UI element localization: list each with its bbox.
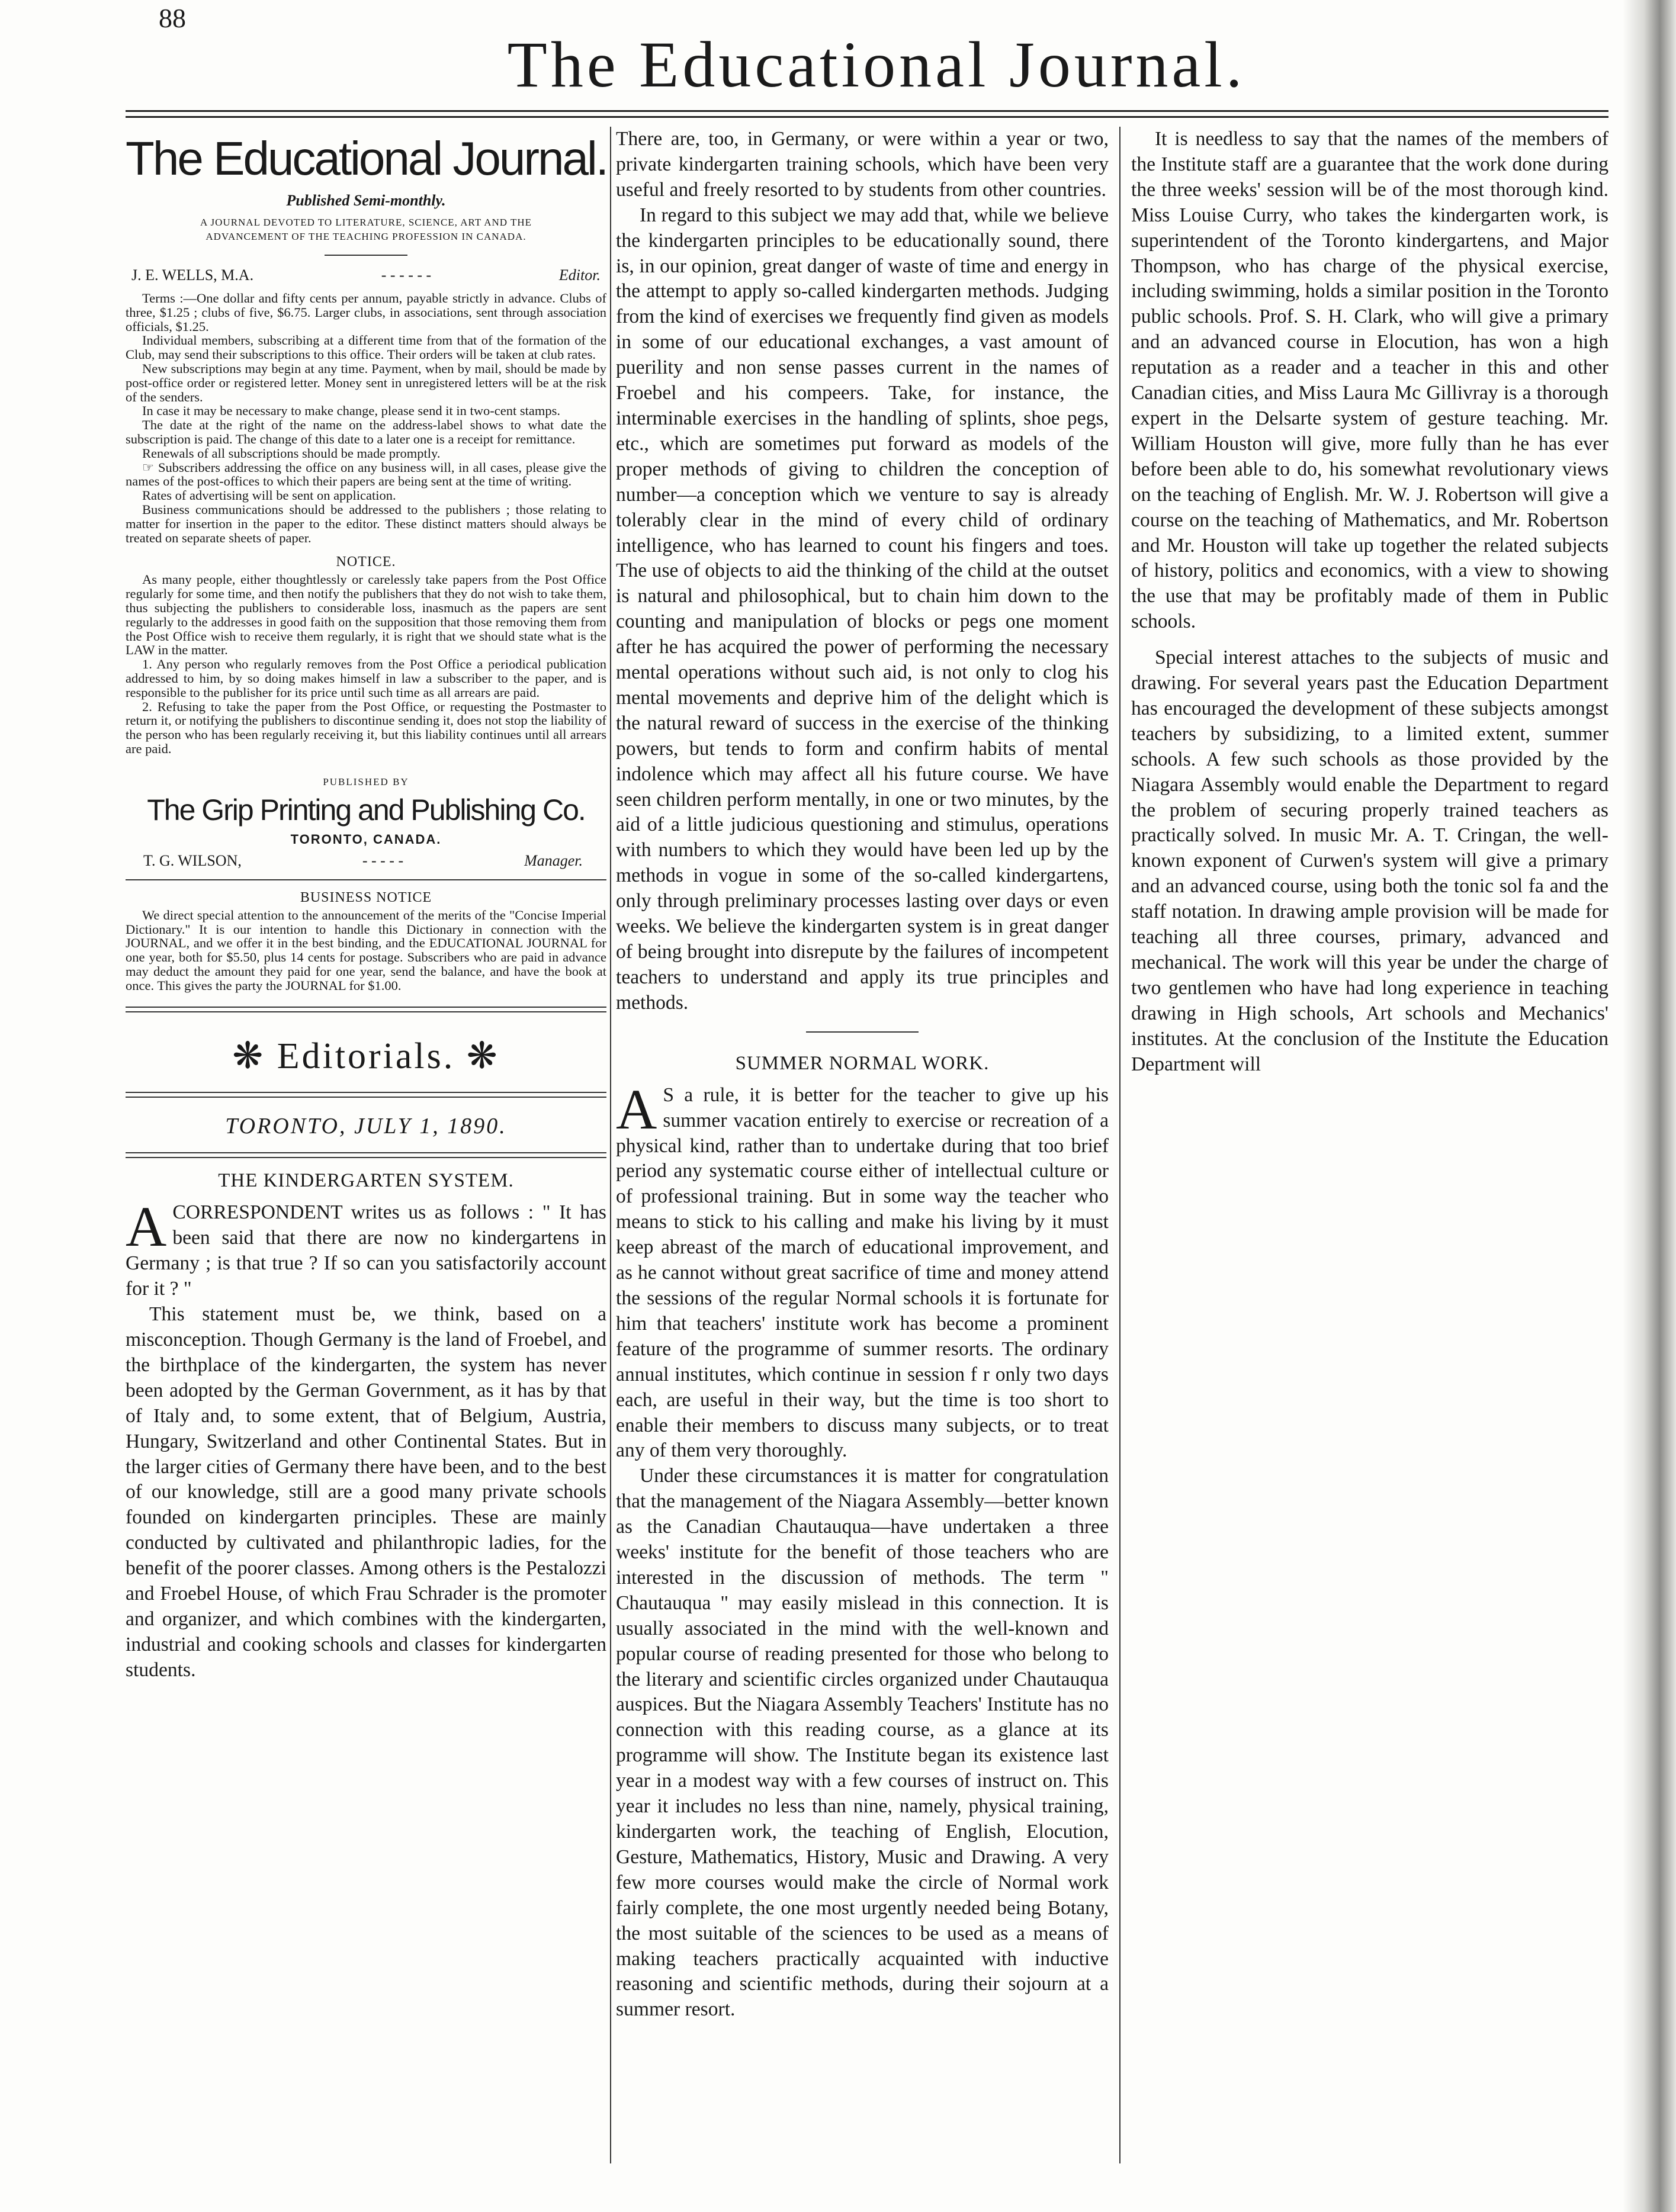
terms-paragraph: Terms :—One dollar and fifty cents per annum, payable strictly in advance. Clubs of three, $1.25 ; clubs of five, $6.75. Larger clubs, in associations, sent through association officials, $1.25. xyxy=(126,291,606,334)
journal-title: The Educational Journal. xyxy=(126,132,607,185)
notice-paragraph: 2. Refusing to take the paper from the Post Office, or requesting the Postmaster to return it, or notifying the publishers to discontinue sending it, does not stop the liability of the person who has been regularly receiving it, but this liability continues until all arrears are paid. xyxy=(126,699,606,756)
column-left xyxy=(126,127,606,1683)
notice-paragraph: As many people, either thoughtlessly or carelessly take papers from the Post Office regularly for some time, and then notify the publishers that they do not wish to take them, thus subjecting the publishers to considerable loss, inasmuch as the papers are sent regularly to the addresses in good faith on the supposition that those removing them from the Post Office wish to receive them regularly, it is right that we should state what is the LAW in the matter. xyxy=(126,572,606,658)
terms-paragraph: Rates of advertising will be sent on application. xyxy=(142,488,396,503)
double-rule xyxy=(126,1092,606,1098)
drop-cap: A xyxy=(616,1077,657,1141)
editor-label: Editor. xyxy=(558,266,601,284)
column-divider-2 xyxy=(1119,127,1120,2163)
kindergarten-paragraph-2: This statement must be, we think, based on a misconception. Though Germany is the land of Froebel, and the birthplace of the kindergarten, the system has never been adopted by the German Government, as it has by that of Italy and, to some extent, that of Belgium, Austria, Hungary, Switzerland and other Continental States. But in the larger cities of Germany there have been, and to the best of our knowledge, still are a good many private schools founded on kindergarten principles. These are mainly conducted by cultivated and philanthropic ladies, for the benefit of the poorer classes. Among others is the Pestalozzi and Froebel House, of which Frau Schrader is the promoter and organizer, and which combines with the kindergarten, industrial and cooking schools and classes for kindergarten students. xyxy=(126,1303,606,1681)
short-rule xyxy=(325,255,407,256)
manager-dashes: - - - - - xyxy=(362,851,404,869)
double-rule xyxy=(126,1152,606,1158)
summer-paragraph-4: Special interest attaches to the subjects of music and drawing. For several years past the Education Department has encouraged the development of these subjects amongst teachers by subsidizing, to a limited extent, summer schools. A few such schools as those provided by the Niagara Assembly would enable the Department to regard the problem of securing properly trained teachers as practically solved. In music Mr. A. T. Cringan, the well-known exponent of Curwen's system will give a primary and an advanced course, using both the tonic sol fa and the staff notation. In drawing ample provision will be made for teaching all three courses, primary, advanced and mechanical. The work will this year be under the charge of two gentlemen who have had long experience in teaching drawing in High schools, Art schools and Mechanics' institutes. At the conclusion of the Institute the Education Department will xyxy=(1131,647,1608,1075)
page-edge-shadow xyxy=(1623,0,1676,2212)
kindergarten-paragraph-4: In regard to this subject we may add that, while we believe the kindergarten principles to be educationally sound, there is, in our opinion, great danger of waste of time and energy in the attempt to apply so-called kindergarten methods. Judging from the kind of exercises we frequently find given as models in some of our educational exchanges, a vast amount of puerility and non sense passes current in the names of Froebel and his compeers. Take, for instance, the interminable exercises in the handling of splints, shoe pegs, etc., which are sometimes put forward as models of the proper methods of giving to children the conception of number—a conception which we venture to say is already tolerably clear in the mind of every child of ordinary intelligence, who has learned to count his fingers and toes. The use of objects to aid the thinking of the child at the outset is natural and philosophical, but to chain him down to the counting and manipulation of blocks or pegs one moment after he has acquired the power of performing the necessary mental operations without such aid, is not only to clog his mental movements and deprive him of the delight which is the natural reward of success in the exercise of the thinking powers, but tends to form and confirm habits of mental indolence which may affect all his future course. We have seen children perform mentally, in one or two minutes, by the aid of a little judicious questioning and stimulus, operations with numbers to which they would have been led up by the methods in vogue in some of the so-called kindergartens, only through preliminary processes lasting over days or even weeks. We believe the kindergarten system is in great danger of being brought into disrepute by the failures of incompetent teachers to understand and apply its true principles and methods. xyxy=(616,204,1109,1014)
section-rule xyxy=(126,879,606,880)
business-notice-text: We direct special attention to the announcement of the merits of the "Concise Imperial Dictionary." It is our intention to handle this Dictionary in connection with the JOURNAL, and we offer it in the best binding, and the EDUCATIONAL JOURNAL for one year, both for $5.50, plus 14 cents for postage. Subscribers who are paid in advance may deduct the amount they paid for one year, send the balance, and have the book at once. This gives the party the JOURNAL for $1.00. xyxy=(126,907,606,993)
page-number: 88 xyxy=(159,3,186,33)
kindergarten-heading: THE KINDERGARTEN SYSTEM. xyxy=(218,1170,514,1192)
published-by: PUBLISHED BY xyxy=(323,776,409,787)
kindergarten-paragraph-1: ACORRESPONDENT writes us as follows : " It has been said that there are now no kindergartens in Germany ; is that true ? If so can you satisfactorily account for it ? " xyxy=(126,1195,606,1300)
publisher-city: TORONTO, CANADA. xyxy=(290,831,442,847)
masthead-rule-bottom xyxy=(126,116,1608,118)
summer-paragraph-1: A S a rule, it is better for the teacher to give up his summer vacation entirely to exercise or recreation of a physical kind, rather than to undertake during that too brief period any systematic course either of intellectual culture or of professional training. But in some way the teacher who means to stick to his calling and make his living by it must keep abreast of the march of educational improvement, and as he cannot without great sacrifice of time and money attend the sessions of the regular Normal schools it is fortunate for him that teachers' institute work has become a prominent feature of the programme of summer resorts. The ordinary annual institutes, which continue in session f r only two days each, are useful in their way, but the time is too short to enable their members to discuss many subjects, or to treat any of them very thoroughly. xyxy=(616,1077,1109,1462)
editorials-heading: ❋ Editorials. ❋ xyxy=(232,1036,500,1077)
article-divider xyxy=(806,1031,919,1033)
summer-paragraph-3: It is needless to say that the names of the members of the Institute staff are a guarantee that the work done during the three weeks' session will be of the most thorough kind. Miss Louise Curry, who takes the kindergarten work, is superintendent of the Toronto kindergartens, and Major Thompson, who has charge of the physical exercise, including swimming, holds a similar position in the Toronto public schools. Prof. S. H. Clark, who will give a primary and an advanced course in Elocution, has won a high reputation as a reader and a teacher in this and other Canadian cities, and Miss Laura Mc Gillivray is a thorough expert in the Delsarte system of gesture teaching. Mr. William Houston will give, more fully than he has ever before been able to do, his somewhat revolutionary views on the teaching of English. Mr. W. J. Robertson will give a course on the teaching of Mathematics, and Mr. Robertson and Mr. Houston will take up together the related subjects of history, politics and economics, with a view to showing the use that may be profitably made of them in Public schools. xyxy=(1131,128,1608,633)
summer-heading: SUMMER NORMAL WORK. xyxy=(735,1052,990,1074)
terms-paragraph: ☞ Subscribers addressing the office on any business will, in all cases, please give the names of the post-offices to which their papers are being sent at the time of writing. xyxy=(126,459,606,489)
business-notice-heading: BUSINESS NOTICE xyxy=(300,889,432,905)
editor-dashes: - - - - - - xyxy=(381,266,432,284)
terms-paragraph: In case it may be necessary to make change, please send it in two-cent stamps. xyxy=(142,403,561,419)
masthead-rule-top xyxy=(126,110,1608,112)
editor-line xyxy=(131,266,601,284)
column-right xyxy=(1131,127,1608,1078)
summer-paragraph-2: Under these circumstances it is matter for congratulation that the management of the Niagara Assembly—better known as the Canadian Chautauqua—have undertaken a three weeks' institute for the benefit of those teachers who are interested in the discussion of methods. The term " Chautauqua " may easily mislead in this connection. It is usually associated in the mind with the well-known and popular course of reading presented for those who belong to the literary and scientific circles organized under Chautauqua auspices. But the Niagara Assembly Teachers' Institute has no connection with this reading course, as a glance at its programme will show. The Institute began its existence last year in a modest way with a few courses of instruct on. This year it includes no less than nine, namely, physical training, kindergarten work, the teaching of English, Elocution, Gesture, Mathematics, History, Music and Drawing. A very few more courses would make the circle of Normal work fairly complete, the one most urgently needed being Botany, the most suitable of the sciences to be used as a means of making teachers practically acquainted with inductive reasoning and scientific methods, during their sojourn at a summer resort. xyxy=(616,1465,1109,2021)
manager-line xyxy=(143,852,583,870)
terms-paragraph: Individual members, subscribing at a different time from that of the formation of the Club, may send their subscriptions to this office. Their orders will be taken at club rates. xyxy=(126,333,606,362)
manager-name: T. G. WILSON, xyxy=(143,851,242,869)
terms-paragraph: Business communications should be addressed to the publishers ; those relating to matter for insertion in the paper to the editor. These distinct matters should always be treated on separate sheets of paper. xyxy=(126,501,606,545)
column-divider-1 xyxy=(610,127,611,2163)
publisher-name: The Grip Printing and Publishing Co. xyxy=(147,793,585,827)
notice-paragraph: 1. Any person who regularly removes from the Post Office a periodical publication addressed to him, by so doing makes himself in law a subscriber to the paper, and is responsible to the publisher for its price until such time as all arrears are paid. xyxy=(126,657,606,700)
terms-paragraph: New subscriptions may begin at any time. Payment, when by mail, should be made by post-office order or registered letter. Money sent in unregistered letters will be at the risk of the senders. xyxy=(126,361,606,404)
terms-paragraph: Renewals of all subscriptions should be made promptly. xyxy=(142,445,441,461)
terms-paragraph: The date at the right of the name on the address-label shows to what date the subscription is paid. The change of this date to a later one is a receipt for remittance. xyxy=(126,417,606,446)
editor-name: J. E. WELLS, M.A. xyxy=(131,266,254,284)
drop-cap: A xyxy=(126,1195,167,1259)
column-middle xyxy=(616,127,1109,2023)
published-line: Published Semi-monthly. xyxy=(286,192,446,209)
masthead-title: The Educational Journal. xyxy=(507,28,1246,101)
double-rule xyxy=(126,1007,606,1012)
manager-label: Manager. xyxy=(524,851,583,869)
kindergarten-paragraph-3: There are, too, in Germany, or were within a year or two, private kindergarten training schools, which have been very useful and freely resorted to by students from other countries. xyxy=(616,128,1109,201)
dateline: TORONTO, JULY 1, 1890. xyxy=(225,1114,507,1139)
notice-heading: NOTICE. xyxy=(336,554,396,570)
journal-description: A JOURNAL DEVOTED TO LITERATURE, SCIENCE, ART AND THE ADVANCEMENT OF THE TEACHING PROFESSION IN CANADA. xyxy=(200,217,532,242)
